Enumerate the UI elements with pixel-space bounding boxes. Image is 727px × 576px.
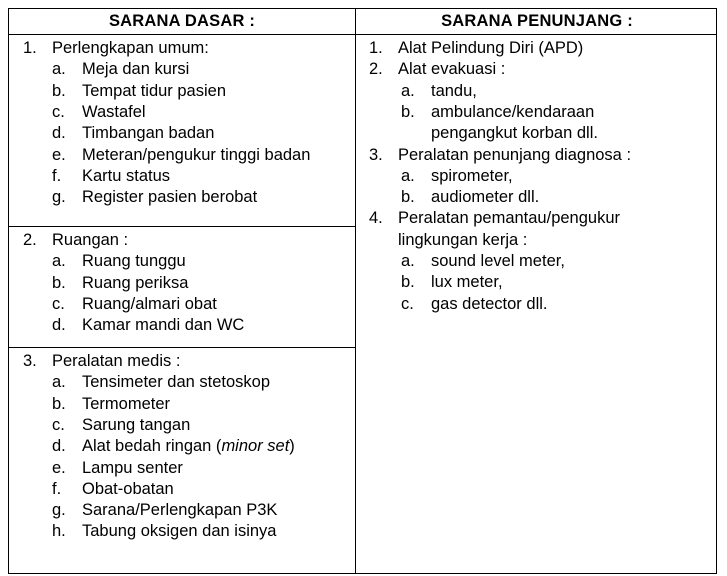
list-marker: 3.	[369, 145, 383, 164]
list-text: gas detector dll.	[431, 294, 548, 313]
list-marker: 2.	[369, 60, 383, 79]
list-marker: a.	[52, 60, 66, 79]
list-marker: c.	[401, 294, 414, 313]
column-divider	[355, 9, 356, 573]
list-text: Obat-obatan	[82, 479, 174, 498]
list-marker: h.	[52, 522, 66, 541]
list-marker: b.	[52, 394, 66, 413]
header-sarana-dasar: SARANA DASAR :	[108, 12, 256, 30]
list-marker: c.	[52, 415, 65, 434]
list-text: Tabung oksigen dan isinya	[82, 522, 277, 541]
list-text: Kartu status	[82, 166, 171, 185]
list-text: tandu,	[431, 81, 477, 100]
list-text: Sarung tangan	[82, 415, 191, 434]
list-text: Peralatan pemantau/pengukur	[398, 209, 620, 228]
list-marker: 2.	[23, 231, 37, 249]
list-text: Tempat tidur pasien	[82, 81, 226, 100]
list-text: Timbangan badan	[82, 124, 215, 143]
list-marker: e.	[52, 458, 66, 477]
list-text: Meteran/pengukur tinggi badan	[82, 145, 311, 164]
list-marker: b.	[52, 81, 66, 100]
list-marker: a.	[52, 373, 66, 392]
list-text: Ruang periksa	[82, 273, 189, 292]
list-marker: c.	[52, 294, 65, 313]
list-text: Meja dan kursi	[82, 60, 190, 79]
list-text: Kamar mandi dan WC	[82, 316, 245, 335]
list-text: lingkungan kerja :	[398, 230, 528, 249]
list-marker: b.	[401, 273, 415, 292]
list-text: Perlengkapan umum:	[52, 39, 209, 57]
list-text: Tensimeter dan stetoskop	[82, 373, 271, 392]
list-marker: d.	[52, 316, 66, 335]
list-text: Alat evakuasi :	[398, 60, 506, 79]
list-text: ambulance/kendaraan	[431, 102, 595, 121]
list-marker: f.	[52, 479, 62, 498]
list-marker: a.	[52, 252, 66, 271]
list-marker: b.	[52, 273, 66, 292]
list-marker: e.	[52, 145, 66, 164]
list-text: Alat bedah ringan (minor set)	[82, 437, 295, 456]
list-marker: a.	[401, 166, 415, 185]
header-sarana-penunjang: SARANA PENUNJANG :	[441, 12, 633, 30]
list-text: Ruang/almari obat	[82, 294, 217, 313]
list-marker: 4.	[369, 209, 383, 228]
list-text: pengangkut korban dll.	[431, 124, 598, 143]
list-text: Peralatan penunjang diagnosa :	[398, 145, 632, 164]
list-text: spirometer,	[431, 166, 513, 185]
list-text: Peralatan medis :	[52, 352, 181, 370]
list-marker: g.	[52, 188, 66, 207]
list-text: sound level meter,	[431, 252, 565, 270]
list-marker: d.	[52, 124, 66, 143]
list-text: Register pasien berobat	[82, 188, 258, 207]
list-text: Alat Pelindung Diri (APD)	[398, 39, 584, 57]
header-divider	[9, 34, 716, 35]
list-marker: b.	[401, 188, 415, 207]
list-marker: c.	[52, 102, 65, 121]
list-marker: 3.	[23, 352, 37, 370]
list-text: audiometer dll.	[431, 188, 540, 207]
list-marker: 1.	[23, 39, 37, 57]
list-text: Sarana/Perlengkapan P3K	[82, 501, 278, 520]
list-marker: g.	[52, 501, 66, 520]
list-text: Termometer	[82, 394, 171, 413]
section-divider-2	[9, 347, 355, 348]
list-marker: b.	[401, 102, 415, 121]
list-marker: f.	[52, 166, 62, 185]
list-text: Wastafel	[82, 102, 146, 121]
list-marker: a.	[401, 252, 415, 270]
list-text: lux meter,	[431, 273, 503, 292]
list-text: Ruang tunggu	[82, 252, 186, 271]
list-marker: d.	[52, 437, 66, 456]
list-marker: 1.	[369, 39, 383, 57]
section-divider-1	[9, 226, 355, 227]
list-marker: a.	[401, 81, 415, 100]
list-text: Ruangan :	[52, 231, 129, 249]
facilities-table	[8, 8, 717, 574]
list-text: Lampu senter	[82, 458, 183, 477]
